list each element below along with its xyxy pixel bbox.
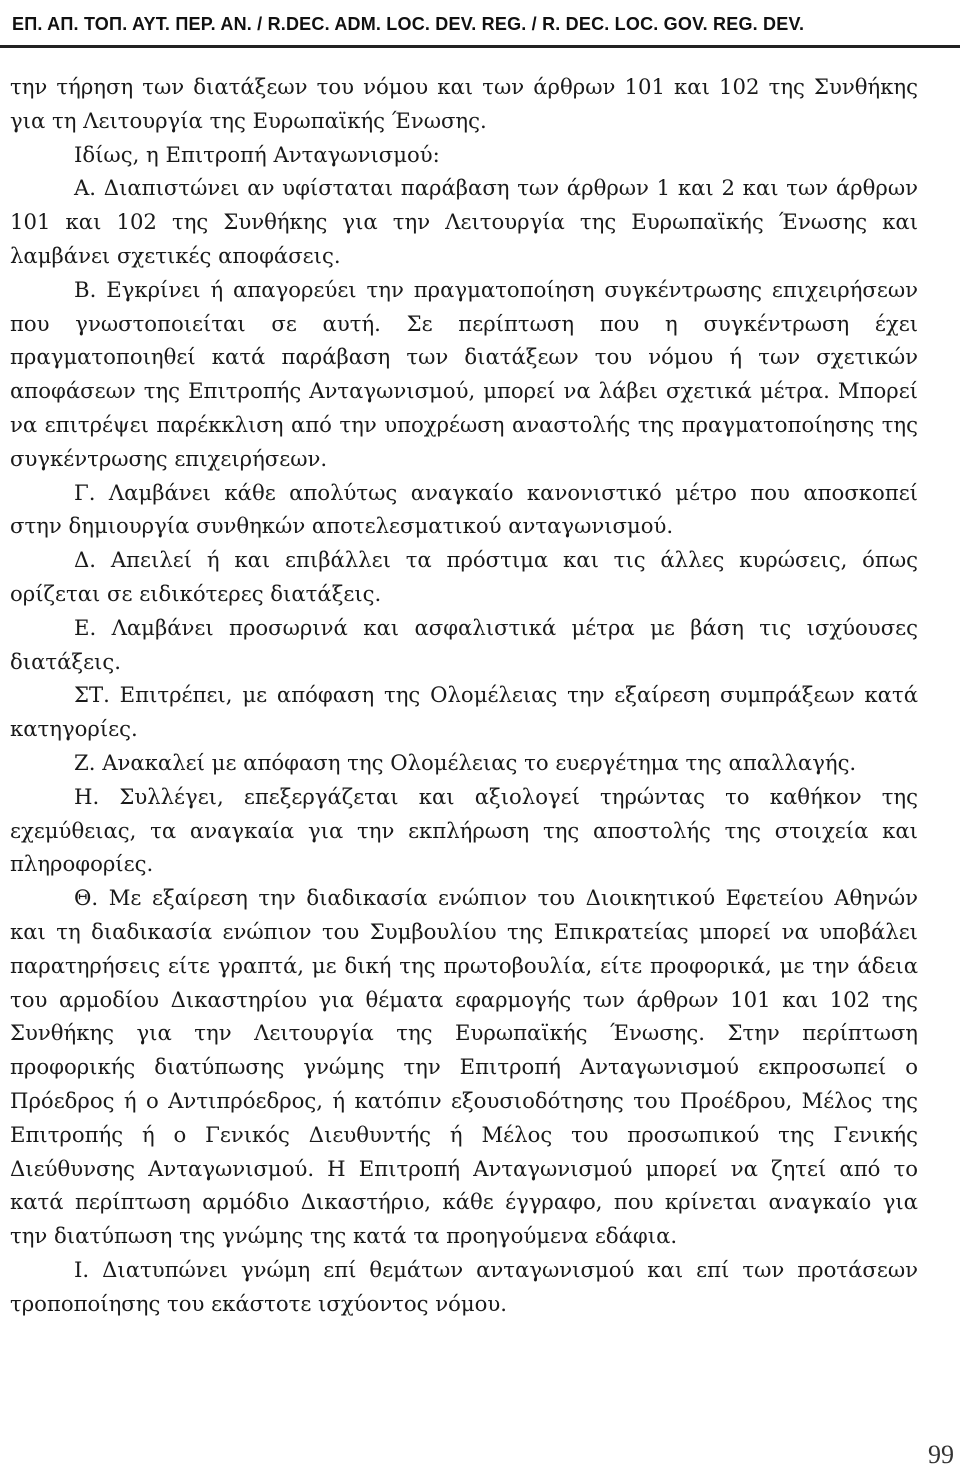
document-body — [10, 70, 918, 1320]
running-header-title: ΕΠ. ΑΠ. ΤΟΠ. ΑΥΤ. ΠΕΡ. ΑΝ. / R.DEC. ADM. LOC. DEV. REG. / R. DEC. LOC. GOV. REG. DEV. — [12, 14, 805, 34]
body-paragraph: Ι. Διατυπώνει γνώμη επί θεμάτων ανταγωνισμού και επί των προτάσεων τροποποίησης του εκάστοτε ισχύοντος νόμου. — [10, 1256, 918, 1316]
page-number: 99 — [928, 1440, 954, 1469]
body-paragraph: Η. Συλλέγει, επεξεργάζεται και αξιολογεί τηρώντας το καθήκον της εχεμύθειας, τα αναγκαία για την εκπλήρωση της αποστολής της στοιχεία και πληροφορίες. — [10, 783, 918, 877]
body-paragraph: Θ. Με εξαίρεση την διαδικασία ενώπιον του Διοικητικού Εφετείου Αθηνών και τη διαδικασία ενώπιον του Συμβουλίου της Επικρατείας μπορεί να υποβάλει παρατηρήσεις είτε γραπτά, με δική της πρωτοβουλία, είτε προφορικά, με την άδεια του αρμοδίου Δικαστηρίου για θέματα εφαρμογής των άρθρων 101 και 102 της Συνθήκης για την Λειτουργία της Ευρωπαϊκής Ένωσης. Στην περίπτωση προφορικής διατύπωσης γνώμης την Επιτροπή Ανταγωνισμού εκπροσωπεί ο Πρόεδρος ή ο Αντιπρόεδρος, ή κατόπιν εξουσιοδότησης του Προέδρου, Μέλος της Επιτροπής ή ο Γενικός Διευθυντής ή Μέλος του προσωπικού της Γενικής Διεύθυνσης Ανταγωνισμού. Η Επιτροπή Ανταγωνισμού μπορεί να ζητεί από το κατά περίπτωση αρμόδιο Δικαστήριο, κάθε έγγραφο, που κρίνεται αναγκαίο για την διατύπωση της γνώμης της κατά τα προηγούμενα εδάφια. — [10, 885, 918, 1249]
body-paragraph: την τήρηση των διατάξεων του νόμου και των άρθρων 101 και 102 της Συνθήκης για τη Λειτουργία της Ευρωπαϊκής Ένωσης. — [10, 74, 918, 133]
running-header — [0, 0, 960, 48]
body-paragraph: ΣΤ. Επιτρέπει, με απόφαση της Ολομέλειας την εξαίρεση συμπράξεων κατά κατηγορίες. — [10, 682, 918, 742]
body-paragraph: Ε. Λαμβάνει προσωρινά και ασφαλιστικά μέτρα με βάση τις ισχύουσες διατάξεις. — [10, 614, 918, 674]
body-paragraph: Δ. Απειλεί ή και επιβάλλει τα πρόστιμα και τις άλλες κυρώσεις, όπως ορίζεται σε ειδικότερες διατάξεις. — [10, 547, 918, 606]
body-paragraph: Ζ. Ανακαλεί με απόφαση της Ολομέλειας το ευεργέτημα της απαλλαγής. — [74, 749, 857, 775]
body-paragraph: Β. Εγκρίνει ή απαγορεύει την πραγματοποίηση συγκέντρωσης επιχειρήσεων που γνωστοποιείται σε αυτή. Σε περίπτωση που η συγκέντρωση έχει πραγματοποιηθεί κατά παράβαση των διατάξεων του νόμου ή των σχετικών αποφάσεων της Επιτροπής Ανταγωνισμού, μπορεί να λάβει σχετικά μέτρα. Μπορεί να επιτρέψει παρέκκλιση από την υποχρέωση αναστολής της πραγματοποίησης της συγκέντρωσης επιχειρήσεων. — [10, 276, 918, 471]
body-paragraph: Ιδίως, η Επιτροπή Ανταγωνισμού: — [74, 141, 440, 167]
body-paragraph: Γ. Λαμβάνει κάθε απολύτως αναγκαίο κανονιστικό μέτρο που αποσκοπεί στην δημιουργία συνθηκών αποτελεσματικού ανταγωνισμού. — [10, 479, 918, 539]
body-paragraph: Α. Διαπιστώνει αν υφίσταται παράβαση των άρθρων 1 και 2 και των άρθρων 101 και 102 της Συνθήκης για την Λειτουργία της Ευρωπαϊκής Ένωσης και λαμβάνει σχετικές αποφάσεις. — [10, 175, 918, 268]
